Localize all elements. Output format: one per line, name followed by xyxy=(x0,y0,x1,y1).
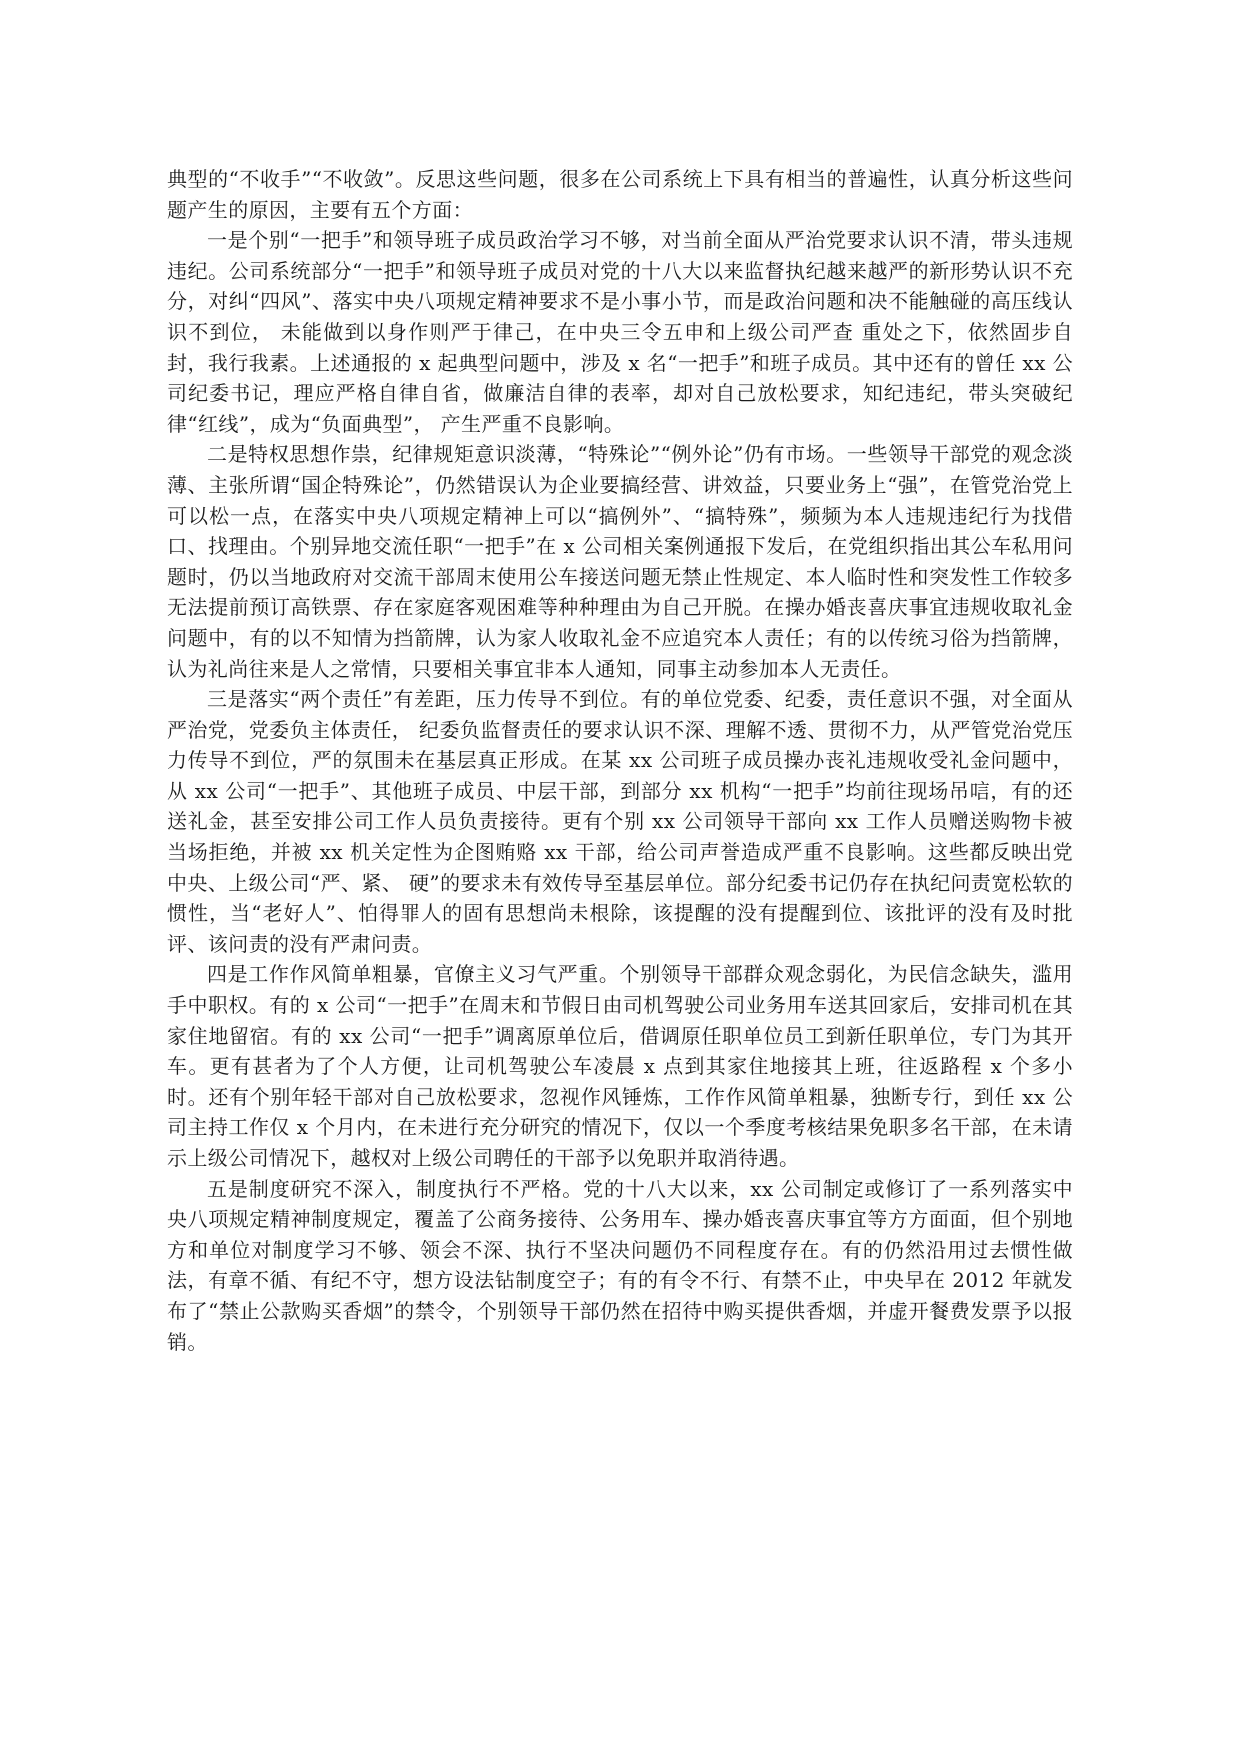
document-page xyxy=(167,164,1073,1357)
paragraph-reason-one: 一是个别“一把手”和领导班子成员政治学习不够，对当前全面从严治党要求认识不清，带头违规违纪。公司系统部分“一把手”和领导班子成员对党的十八大以来监督执纪越来越严的新形势认识不充分，对纠“四风”、落实中央八项规定精神要求不是小事小节，而是政治问题和决不能触碰的高压线认识不到位， 未能做到以身作则严于律己，在中央三令五申和上级公司严查 重处之下，依然固步自封，我行我素。上述通报的 x 起典型问题中，涉及 x 名“一把手”和班子成员。其中还有的曾任 xx 公司纪委书记，理应严格自律自省，做廉洁自律的表率，却对自己放松要求，知纪违纪，带头突破纪律“红线”，成为“负面典型”， 产生严重不良影响。 xyxy=(167,228,1073,436)
paragraph-reason-four: 四是工作作风简单粗暴，官僚主义习气严重。个别领导干部群众观念弱化，为民信念缺失，滥用手中职权。有的 x 公司“一把手”在周末和节假日由司机驾驶公司业务用车送其回家后，安排司机在其家住地留宿。有的 xx 公司“一把手”调离原单位后，借调原任职单位员工到新任职单位，专门为其开车。更有甚者为了个人方便，让司机驾驶公车凌晨 x 点到其家住地接其上班，往返路程 x 个多小时。还有个别年轻干部对自己放松要求，忽视作风锤炼，工作作风简单粗暴，独断专行，到任 xx 公司主持工作仅 x 个月内，在未进行充分研究的情况下，仅以一个季度考核结果免职多名干部，在未请示上级公司情况下，越权对上级公司聘任的干部予以免职并取消待遇。 xyxy=(167,962,1073,1170)
paragraph-reason-three: 三是落实“两个责任”有差距，压力传导不到位。有的单位党委、纪委，责任意识不强，对全面从严治党，党委负主体责任， 纪委负监督责任的要求认识不深、理解不透、贯彻不力，从严管党治党压力传导不到位，严的氛围未在基层真正形成。在某 xx 公司班子成员操办丧礼违规收受礼金问题中，从 xx 公司“一把手”、其他班子成员、中层干部，到部分 xx 机构“一把手”均前往现场吊唁，有的还送礼金，甚至安排公司工作人员负责接待。更有个别 xx 公司领导干部向 xx 工作人员赠送购物卡被当场拒绝，并被 xx 机关定性为企图贿赂 xx 干部，给公司声誉造成严重不良影响。这些都反映出党中央、上级公司“严、紧、 硬”的要求未有效传导至基层单位。部分纪委书记仍存在执纪问责宽松软的惯性，当“老好人”、怕得罪人的固有思想尚未根除，该提醒的没有提醒到位、该批评的没有及时批评、该问责的没有严肃问责。 xyxy=(167,687,1073,956)
paragraph-reason-five: 五是制度研究不深入，制度执行不严格。党的十八大以来，xx 公司制定或修订了一系列落实中央八项规定精神制度规定，覆盖了公商务接待、公务用车、操办婚丧喜庆事宜等方方面面，但个别地方和单位对制度学习不够、领会不深、执行不坚决问题仍不同程度存在。有的仍然沿用过去惯性做法，有章不循、有纪不守，想方设法钻制度空子；有的有令不行、有禁不止，中央早在 2012 年就发布了“禁止公款购买香烟”的禁令，个别领导干部仍然在招待中购买提供香烟，并虚开餐费发票予以报销。 xyxy=(167,1176,1073,1354)
paragraph-intro: 典型的“不收手”“不收敛”。反思这些问题，很多在公司系统上下具有相当的普遍性，认真分析这些问题产生的原因，主要有五个方面： xyxy=(167,167,1073,222)
paragraph-reason-two: 二是特权思想作祟，纪律规矩意识淡薄，“特殊论”“例外论”仍有市场。一些领导干部党的观念淡薄、主张所谓“国企特殊论”，仍然错误认为企业要搞经营、讲效益，只要业务上“强”，在管党治党上可以松一点，在落实中央八项规定精神上可以“搞例外”、“搞特殊”，频频为本人违规违纪行为找借口、找理由。个别异地交流任职“一把手”在 x 公司相关案例通报下发后，在党组织指出其公车私用问题时，仍以当地政府对交流干部周末使用公车接送问题无禁止性规定、本人临时性和突发性工作较多无法提前预订高铁票、存在家庭客观困难等种种理由为自己开脱。在操办婚丧喜庆事宜违规收取礼金问题中，有的以不知情为挡箭牌，认为家人收取礼金不应追究本人责任；有的以传统习俗为挡箭牌，认为礼尚往来是人之常情，只要相关事宜非本人通知，同事主动参加本人无责任。 xyxy=(167,442,1073,681)
